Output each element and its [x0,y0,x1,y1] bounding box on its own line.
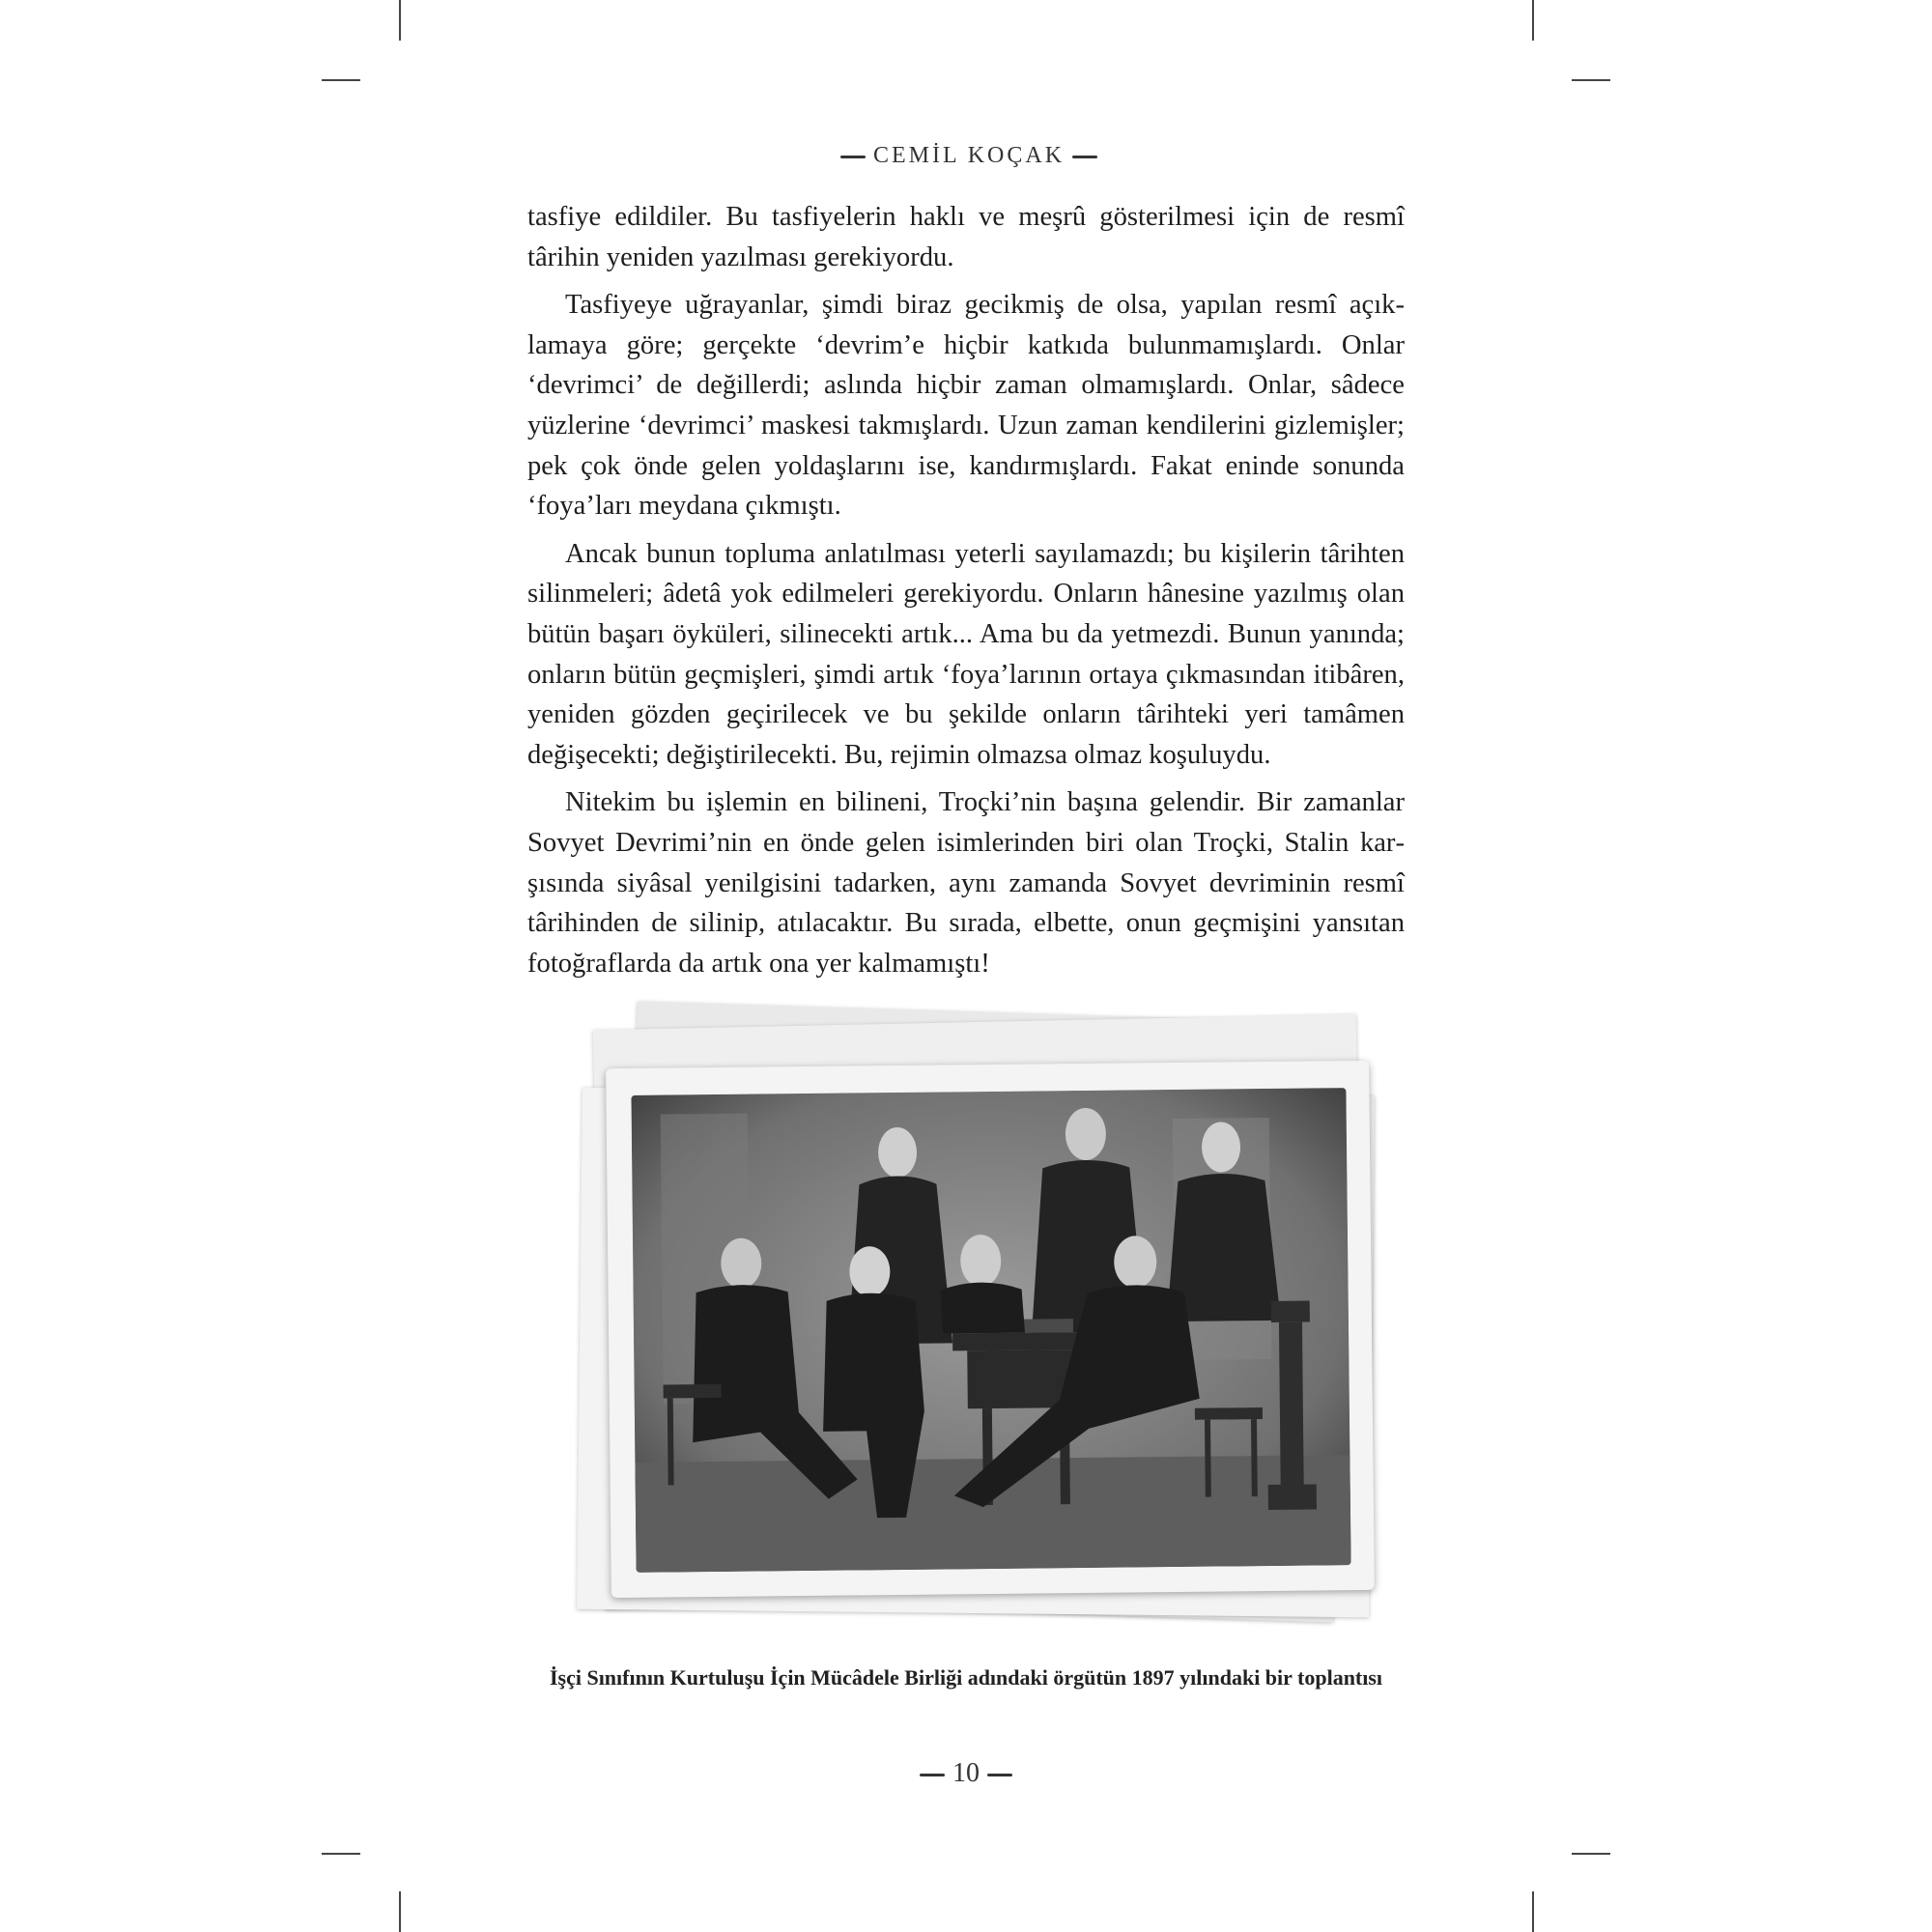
crop-mark-top-left [399,0,401,41]
photo-image [631,1088,1350,1573]
head-dash-left [840,156,866,158]
paragraph-3: Ancak bunun topluma anlatılması yeterli sayılamazdı; bu kişilerin târihten silinmeleri; âdetâ yok edilmeleri gerekiyordu. Onların hânesine yazılmış olan bütün başarı öyküleri, silinecekti artık... Ama bu da yetmezdi. Bunun yanında; onların bütün geçmişleri, şimdi artık ‘foya’larının ortaya çıkmasından itibâren, yeniden gözden geçirilecek ve bu şekilde onların târihteki yeri tamâmen değişecekti; değiştirilecekti. Bu, rejimin olmazsa olmaz koşuluydu. [527,538,1405,770]
folio-dash-left [920,1774,945,1776]
crop-mark-right-bottom [1572,1853,1610,1855]
group-photograph [606,1061,1375,1598]
crop-mark-left-top [322,79,360,81]
body-text [527,197,1405,991]
crop-mark-bottom-right [1532,1891,1534,1932]
figure-caption: İşçi Sınıfının Kurtuluşu İçin Mücâdele Birliği adındaki örgütün 1897 yılındaki bir toplantısı [549,1665,1383,1690]
paragraph-4: Nitekim bu işlemin en bilineni, Troçki’nin başına gelendir. Bir zamanlar Sovyet Devrimi’nin en önde gelen isimlerinden biri olan Troçki, Stalin karşısında siyâsal yenilgisini tadarken, aynı zamanda Sovyet devriminin resmî târihinden de silinip, atılacaktır. Bu sırada, elbette, onun geçmişini yansıtan fotoğraflarda da artık ona yer kalmamıştı! [527,787,1405,979]
page-number [527,1758,1405,1789]
paragraph-2: Tasfiyeye uğrayanlar, şimdi biraz gecikmiş de olsa, yapılan resmî açıklamaya göre; gerçekte ‘devrim’e hiçbir katkıda bulunmamışlardı. Onlar ‘devrimci’ de değillerdi; aslında hiçbir zaman olmamışlardı. Onlar, sâdece yüzlerine ‘devrimci’ maskesi takmışlardı. Uzun zaman kendilerini gizlemişler; pek çok önde gelen yoldaşlarını ise, kandırmışlardı. Fakat eninde sonunda ‘foya’ları meydana çıkmıştı. [527,290,1405,522]
running-head [527,143,1410,169]
paragraph-1: tasfiye edildiler. Bu tasfiyelerin haklı ve meşrû gösterilmesi için de resmî târihin yeniden yazılması gerekiyordu. [527,202,1405,272]
folio-dash-right [987,1774,1012,1776]
photo-stack [570,1005,1401,1629]
crop-mark-bottom-left [399,1891,401,1932]
running-head-text: CEMİL KOÇAK [872,143,1065,168]
crop-mark-left-bottom [322,1853,360,1855]
crop-mark-top-right [1532,0,1534,41]
head-dash-right [1072,156,1097,158]
photo-illustration [631,1088,1350,1573]
page-number-text: 10 [952,1758,980,1788]
crop-mark-right-top [1572,79,1610,81]
